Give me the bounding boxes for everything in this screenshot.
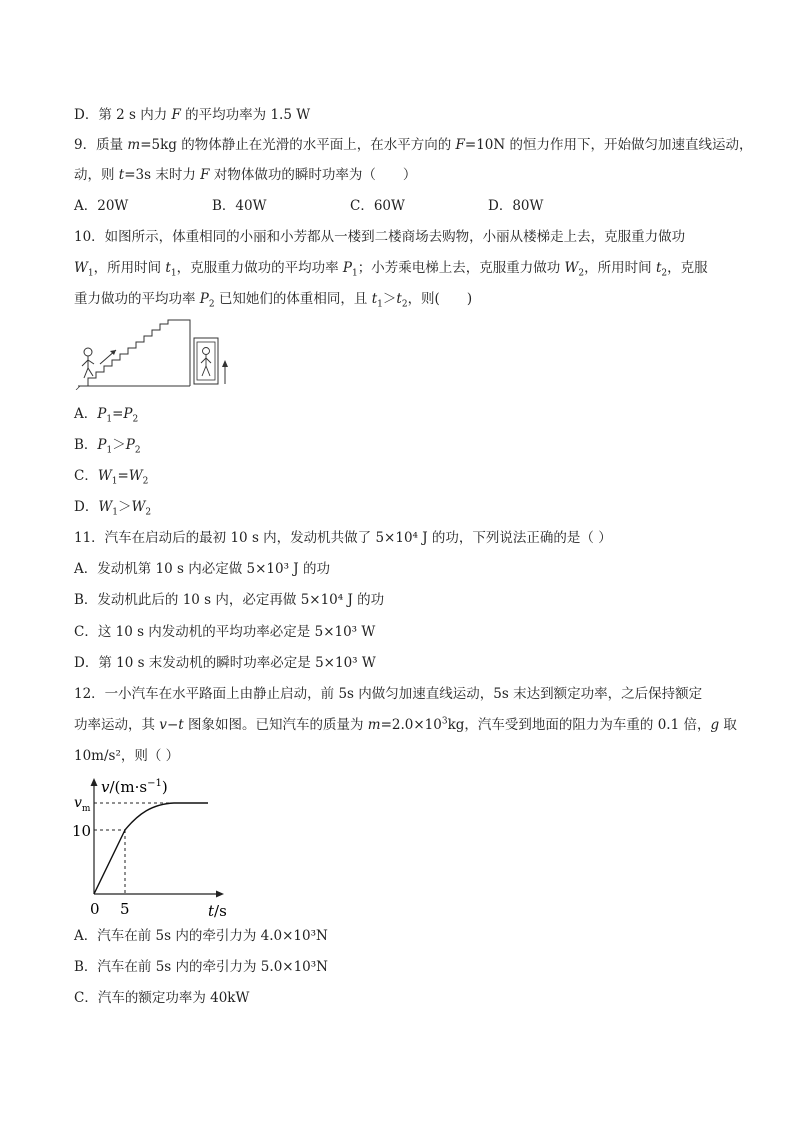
vt-graph-x-label: t/s [208,902,227,920]
vt-graph-origin: 0 [90,900,100,918]
q12-option-a: A．汽车在前 5s 内的牵引力为 4.0×10³N [74,928,328,944]
q12-stem-line1: 12．一小汽车在水平路面上由静止启动，前 5s 内做匀加速直线运动，5s 末达到额定功率，之后保持额定 [74,686,703,702]
q12-stem-line3: 10m/s²，则（ ） [74,748,180,764]
q9-stem-line2: 动，则 t=3s 末时力 F 对物体做功的瞬时功率为（ ） [74,167,417,183]
vt-graph [70,772,240,920]
q11-option-c: C．这 10 s 内发动机的平均功率必定是 5×10³ W [74,624,376,640]
q11-option-a: A．发动机第 10 s 内必定做 5×10³ J 的功 [74,561,331,577]
q9-option-a: A．20W [74,198,129,214]
q9-option-c: C．60W [350,198,405,214]
q11-option-b: B．发动机此后的 10 s 内，必定再做 5×10⁴ J 的功 [74,592,385,608]
q9-option-d: D．80W [488,198,544,214]
q8-option-d: D．第 2 s 内力 F 的平均功率为 1.5 W [74,107,311,123]
q10-stem-line3: 重力做功的平均功率 $P_2$ 已知她们的体重相同，且 $t_1>t_2$，则( ) [74,291,473,310]
q10-stem-line2: $W_1$，所用时间 $t_1$，克服重力做功的平均功率 $P_1$；小芳乘电梯上去，克服重力做功 $W_2$，所用时间 $t_2$，克服 [74,260,708,279]
q9-options [74,197,543,215]
vt-graph-vm-label: $v_m$ [74,795,91,814]
q12-stem-line2: 功率运动，其 v−t 图象如图。已知汽车的质量为 $m=2.0\times 10^3kg$，汽车受到地面的阻力为车重的 0.1 倍，g 取 [74,716,737,733]
vt-graph-x-tick: 5 [120,900,130,918]
q9-option-b: B．40W [212,198,267,214]
q11-stem: 11．汽车在启动后的最初 10 s 内，发动机共做了 5×10⁴ J 的功，下列说法正确的是（ ） [74,530,612,546]
q12-option-b: B．汽车在前 5s 内的牵引力为 5.0×10³N [74,959,328,975]
q9-stem-line1: 9．质量 m=5kg 的物体静止在光滑的水平面上，在水平方向的 F=10N 的恒力作用下，开始做匀加速直线运动， [74,137,753,153]
q12-option-c: C．汽车的额定功率为 40kW [74,990,250,1006]
vt-graph-y-label: $v/(m\cdot s^{-1})$ [101,778,168,796]
q10-stem-line1: 10．如图所示，体重相同的小丽和小芳都从一楼到二楼商场去购物，小丽从楼梯走上去，克服重力做功 [74,229,686,245]
stairs-elevator-figure [74,318,234,390]
q11-option-d: D．第 10 s 末发动机的瞬时功率必定是 5×10³ W [74,655,376,671]
q10-option-a: A．$P_1=P_2$ [74,406,139,425]
vt-graph-y-tick: 10 [72,822,92,840]
q10-option-d: D．$W_1>W_2$ [74,499,152,518]
q10-option-c: C．$W_1=W_2$ [74,468,149,487]
q10-option-b: B．$P_1>P_2$ [74,437,141,456]
